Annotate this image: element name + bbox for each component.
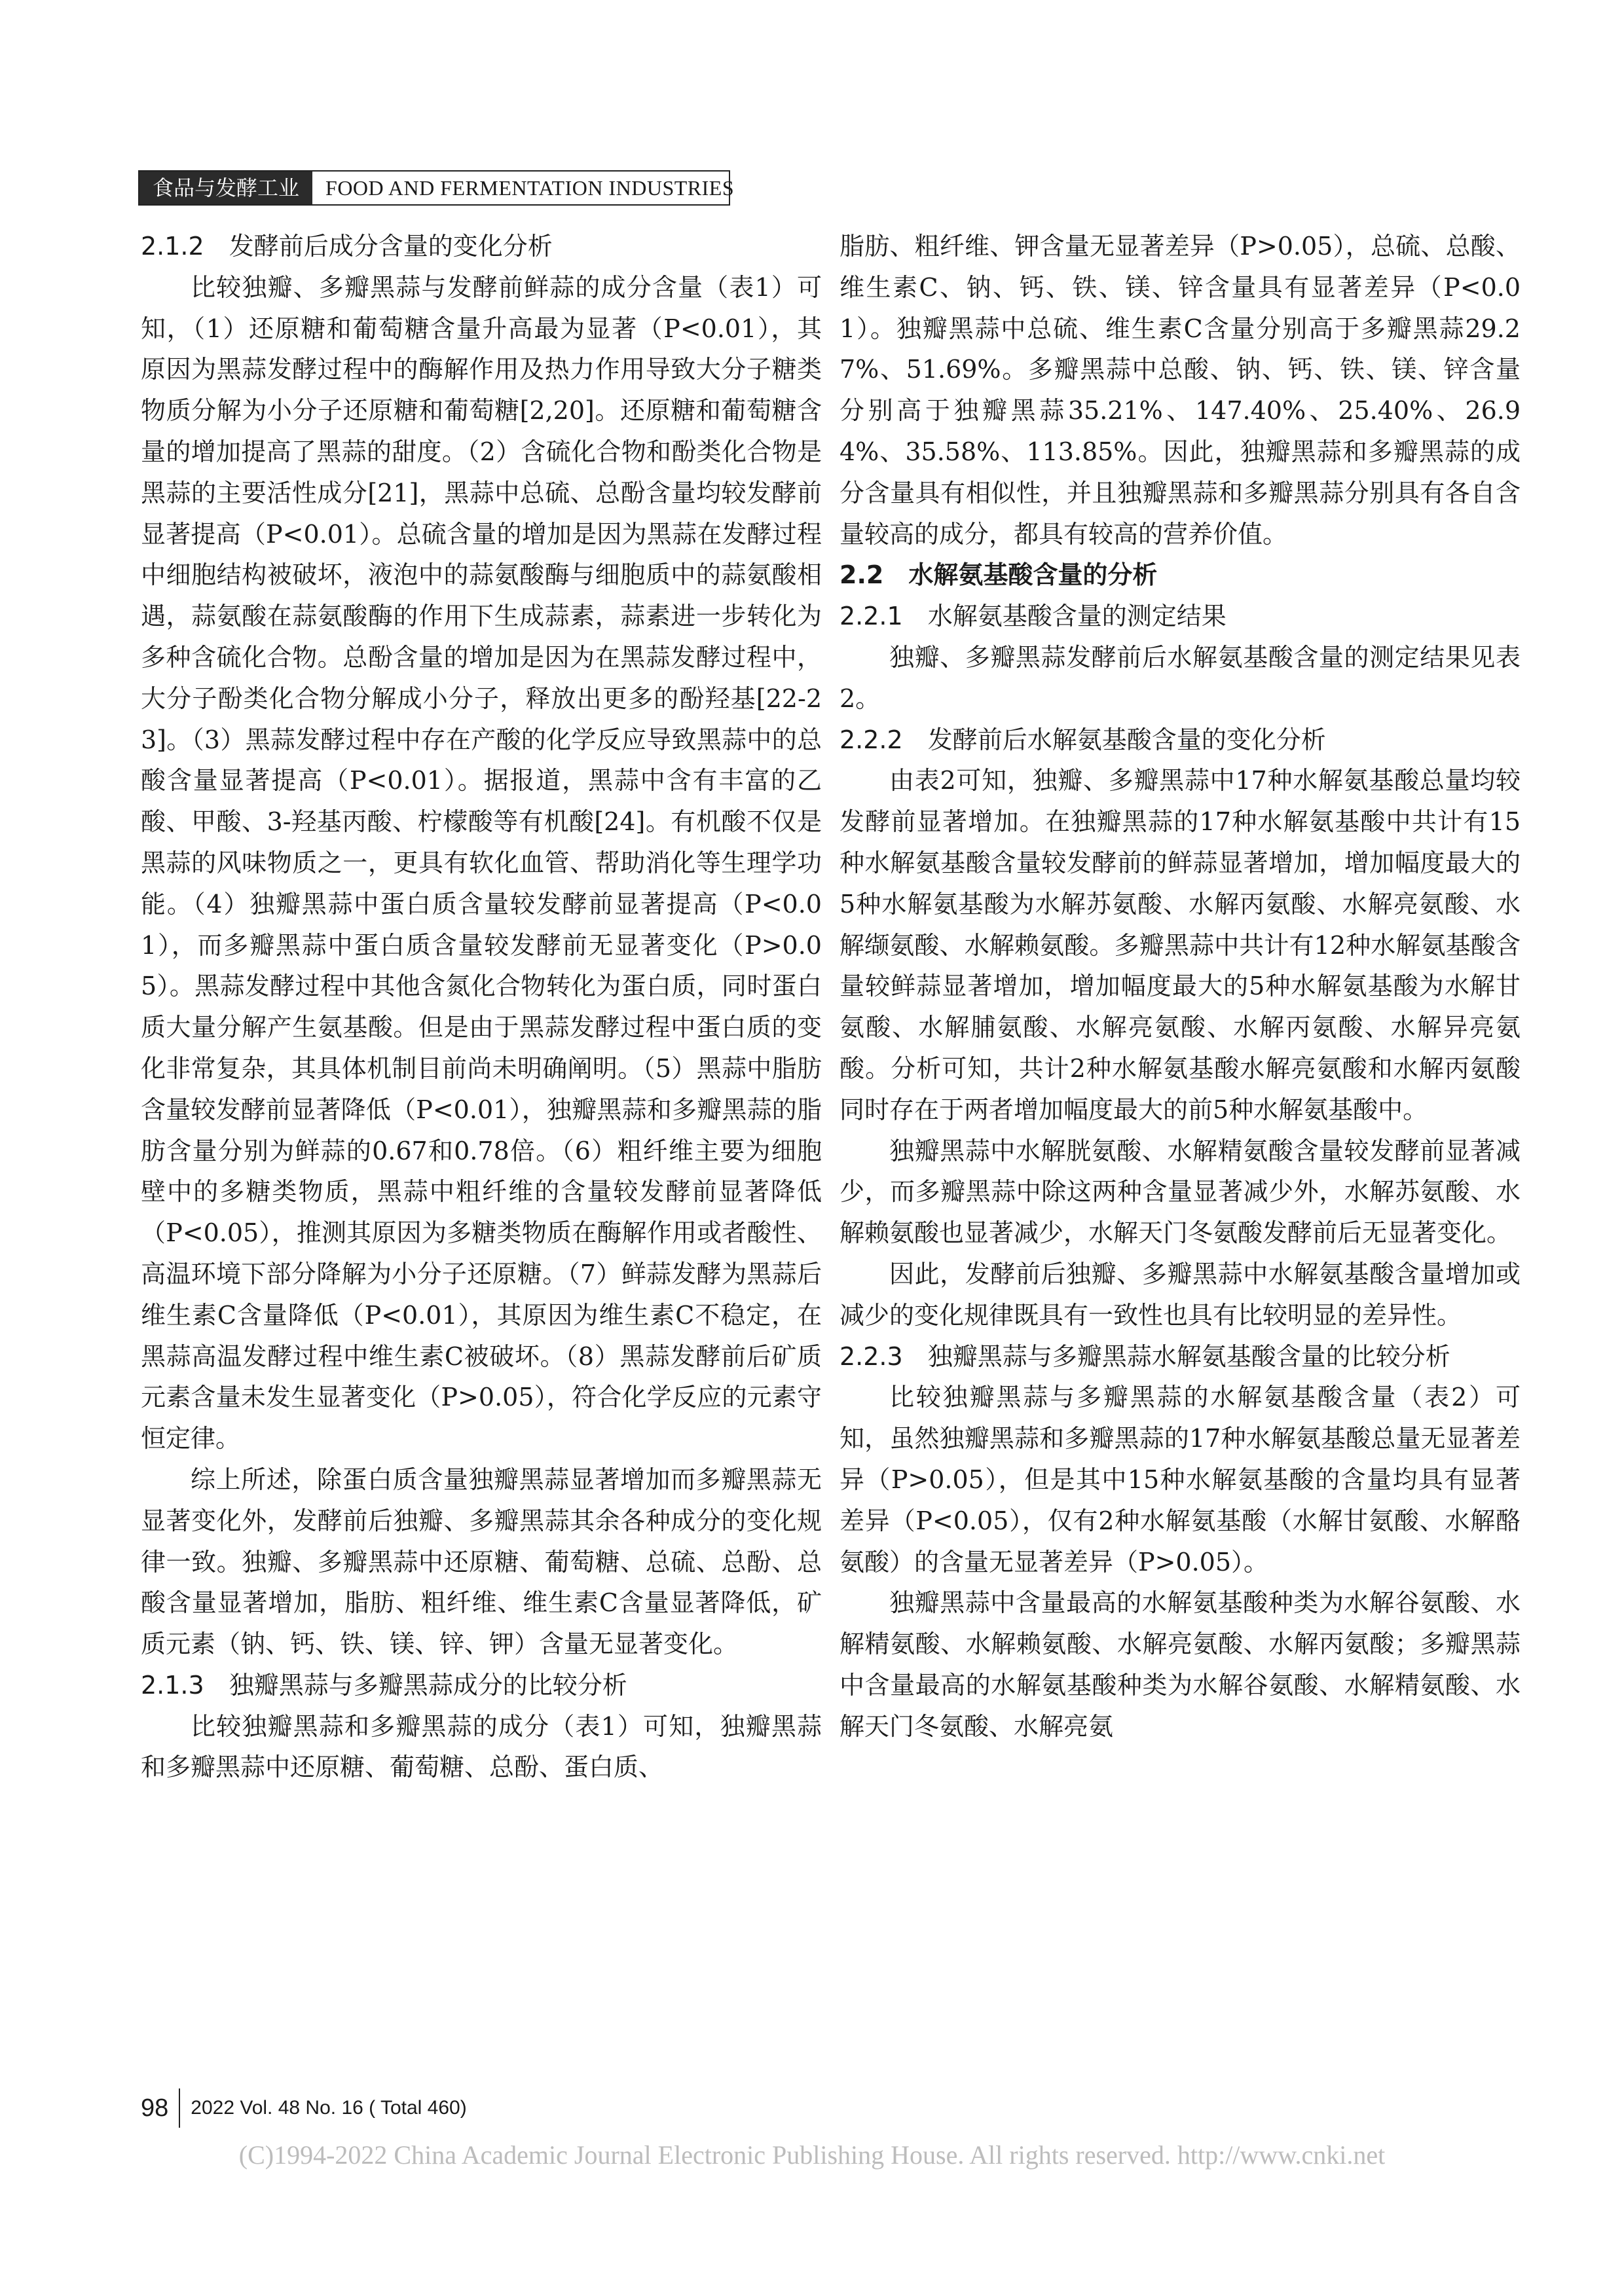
paragraph: 脂肪、粗纤维、钾含量无显著差异（P>0.05），总硫、总酸、维生素C、钠、钙、铁、镁、锌含量具有显著差异（P<0.01）。独瓣黑蒜中总硫、维生素C含量分别高于多瓣黑蒜29.27%、51.69%。多瓣黑蒜中总酸、钠、钙、铁、镁、锌含量分别高于独瓣黑蒜35.21%、147.40%、25.40%、26.94%、35.58%、113.85%。因此，独瓣黑蒜和多瓣黑蒜的成分含量具有相似性，并且独瓣黑蒜和多瓣黑蒜分别具有各自含量较高的成分，都具有较高的营养价值。 (840, 232, 1521, 549)
paragraph: 因此，发酵前后独瓣、多瓣黑蒜中水解氨基酸含量增加或减少的变化规律既具有一致性也具有比较明显的差异性。 (840, 1259, 1521, 1330)
paragraph: 综上所述，除蛋白质含量独瓣黑蒜显著增加而多瓣黑蒜无显著变化外，发酵前后独瓣、多瓣黑蒜其余各种成分的变化规律一致。独瓣、多瓣黑蒜中还原糖、葡萄糖、总硫、总酚、总酸含量显著增加，脂肪、粗纤维、维生素C含量显著降低，矿质元素（钠、钙、铁、镁、锌、钾）含量无显著变化。 (141, 1465, 822, 1659)
section-heading-2-1-2: 2.1.2 发酵前后成分含量的变化分析 (141, 232, 553, 261)
journal-title-en: FOOD AND FERMENTATION INDUSTRIES (325, 176, 735, 200)
section-heading-2-2: 2.2 水解氨基酸含量的分析 (840, 560, 1158, 590)
left-column (141, 226, 822, 1788)
paragraph: 独瓣黑蒜中水解胱氨酸、水解精氨酸含量较发酵前显著减少，而多瓣黑蒜中除这两种含量显著减少外，水解苏氨酸、水解赖氨酸也显著减少，水解天门冬氨酸发酵前后无显著变化。 (840, 1136, 1521, 1248)
paragraph: 独瓣、多瓣黑蒜发酵前后水解氨基酸含量的测定结果见表2。 (840, 642, 1521, 713)
journal-header (138, 170, 735, 206)
journal-title-cn: 食品与发酵工业 (139, 172, 312, 204)
right-column (840, 226, 1521, 1747)
page-footer (141, 2088, 467, 2128)
section-heading-2-2-3: 2.2.3 独瓣黑蒜与多瓣黑蒜水解氨基酸含量的比较分析 (840, 1341, 1450, 1371)
paragraph: 比较独瓣、多瓣黑蒜与发酵前鲜蒜的成分含量（表1）可知，（1）还原糖和葡萄糖含量升高最为显著（P<0.01），其原因为黑蒜发酵过程中的酶解作用及热力作用导致大分子糖类物质分解为小分子还原糖和葡萄糖[2,20]。还原糖和葡萄糖含量的增加提高了黑蒜的甜度。（2）含硫化合物和酚类化合物是黑蒜的主要活性成分[21]，黑蒜中总硫、总酚含量均较发酵前显著提高（P<0.01）。总硫含量的增加是因为黑蒜在发酵过程中细胞结构被破坏，液泡中的蒜氨酸酶与细胞质中的蒜氨酸相遇，蒜氨酸在蒜氨酸酶的作用下生成蒜素，蒜素进一步转化为多种含硫化合物。总酚含量的增加是因为在黑蒜发酵过程中，大分子酚类化合物分解成小分子，释放出更多的酚羟基[22-23]。（3）黑蒜发酵过程中存在产酸的化学反应导致黑蒜中的总酸含量显著提高（P<0.01）。据报道，黑蒜中含有丰富的乙酸、甲酸、3-羟基丙酸、柠檬酸等有机酸[24]。有机酸不仅是黑蒜的风味物质之一，更具有软化血管、帮助消化等生理学功能。（4）独瓣黑蒜中蛋白质含量较发酵前显著提高（P<0.01），而多瓣黑蒜中蛋白质含量较发酵前无显著变化（P>0.05）。黑蒜发酵过程中其他含氮化合物转化为蛋白质，同时蛋白质大量分解产生氨基酸。但是由于黑蒜发酵过程中蛋白质的变化非常复杂，其具体机制目前尚未明确阐明。（5）黑蒜中脂肪含量较发酵前显著降低（P<0.01），独瓣黑蒜和多瓣黑蒜的脂肪含量分别为鲜蒜的0.67和0.78倍。（6）粗纤维主要为细胞壁中的多糖类物质，黑蒜中粗纤维的含量较发酵前显著降低（P<0.05），推测其原因为多糖类物质在酶解作用或者酸性、高温环境下部分降解为小分子还原糖。（7）鲜蒜发酵为黑蒜后维生素C含量降低（P<0.01），其原因为维生素C不稳定，在黑蒜高温发酵过程中维生素C被破坏。（8）黑蒜发酵前后矿质元素含量未发生显著变化（P>0.05），符合化学反应的元素守恒定律。 (141, 272, 822, 1453)
section-heading-2-2-2: 2.2.2 发酵前后水解氨基酸含量的变化分析 (840, 725, 1326, 754)
paragraph: 比较独瓣黑蒜与多瓣黑蒜的水解氨基酸含量（表2）可知，虽然独瓣黑蒜和多瓣黑蒜的17种水解氨基酸总量无显著差异（P>0.05），但是其中15种水解氨基酸的含量均具有显著差异（P<0.05），仅有2种水解氨基酸（水解甘氨酸、水解酪氨酸）的含量无显著差异（P>0.05）。 (840, 1383, 1521, 1576)
paragraph: 由表2可知，独瓣、多瓣黑蒜中17种水解氨基酸总量均较发酵前显著增加。在独瓣黑蒜的17种水解氨基酸中共计有15种水解氨基酸含量较发酵前的鲜蒜显著增加，增加幅度最大的5种水解氨基酸为水解苏氨酸、水解丙氨酸、水解亮氨酸、水解缬氨酸、水解赖氨酸。多瓣黑蒜中共计有12种水解氨基酸含量较鲜蒜显著增加，增加幅度最大的5种水解氨基酸为水解甘氨酸、水解脯氨酸、水解亮氨酸、水解丙氨酸、水解异亮氨酸。分析可知，共计2种水解氨基酸水解亮氨酸和水解丙氨酸同时存在于两者增加幅度最大的前5种水解氨基酸中。 (840, 766, 1521, 1124)
volume-info: 2022 Vol. 48 No. 16 ( Total 460) (191, 2097, 467, 2119)
section-heading-2-1-3: 2.1.3 独瓣黑蒜与多瓣黑蒜成分的比较分析 (141, 1670, 627, 1700)
paragraph: 独瓣黑蒜中含量最高的水解氨基酸种类为水解谷氨酸、水解精氨酸、水解赖氨酸、水解亮氨酸、水解丙氨酸；多瓣黑蒜中含量最高的水解氨基酸种类为水解谷氨酸、水解精氨酸、水解天门冬氨酸、水解亮氨 (840, 1588, 1521, 1741)
paragraph: 比较独瓣黑蒜和多瓣黑蒜的成分（表1）可知，独瓣黑蒜和多瓣黑蒜中还原糖、葡萄糖、总酚、蛋白质、 (141, 1711, 822, 1782)
copyright-notice: (C)1994-2022 China Academic Journal Electronic Publishing House. All rights reserved. http://www.cnki.net (238, 2140, 1386, 2170)
page-number: 98 (141, 2094, 169, 2122)
section-heading-2-2-1: 2.2.1 水解氨基酸含量的测定结果 (840, 602, 1227, 631)
